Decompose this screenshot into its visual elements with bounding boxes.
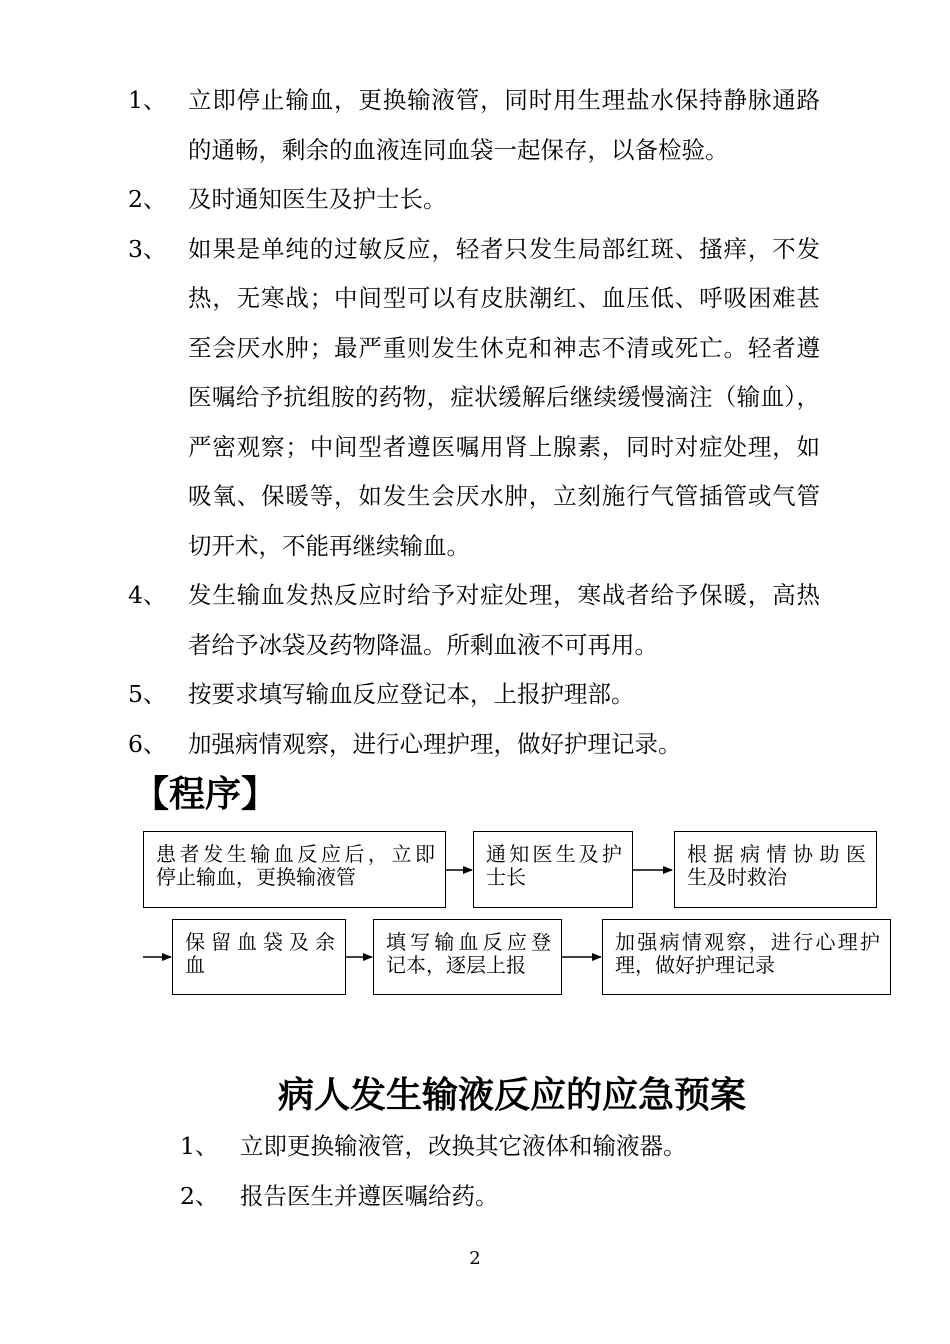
flow-step-4 xyxy=(172,919,346,995)
item-text: 加强病情观察，进行心理护理，做好护理记录。 xyxy=(188,729,682,758)
item-text: 及时通知医生及护士长。 xyxy=(188,185,447,213)
item-number: 2、 xyxy=(180,1181,219,1210)
item-text: 如果是单纯的过敏反应，轻者只发生局部红斑、搔痒，不发热，无寒战；中间型可以有皮肤潮红、血压低、呼吸困难甚至会厌水肿；最严重则发生休克和神志不清或死亡。轻者遵医嘱给予抗组胺的药物，症状缓解后继续缓慢滴注（输血），严密观察；中间型者遵医嘱用肾上腺素，同时对症处理，如吸氧、保暖等，如发生会厌水肿，立刻施行气管插管或气管切开术，不能再继续输血。 xyxy=(188,234,820,560)
list-item xyxy=(0,1122,950,1172)
flow-step-text: 士长 xyxy=(486,865,526,889)
item-number: 2、 xyxy=(128,185,167,213)
flow-step-text: 保留血袋及余 xyxy=(185,930,335,954)
section-title: 【程序】 xyxy=(133,774,278,815)
flow-step-1 xyxy=(143,831,446,908)
flow-step-text: 理，做好护理记录 xyxy=(615,953,775,977)
item-number: 1、 xyxy=(180,1132,219,1160)
flow-step-5 xyxy=(373,919,562,995)
infusion-reaction-steps xyxy=(0,1122,950,1221)
flow-step-text: 血 xyxy=(185,953,205,977)
item-number: 6、 xyxy=(128,729,167,758)
item-number: 3、 xyxy=(128,234,167,263)
item-number: 1、 xyxy=(128,86,167,114)
flow-step-text: 通知医生及护 xyxy=(486,842,622,866)
section-heading: 病人发生输液反应的应急预案 xyxy=(277,1075,746,1116)
flow-step-2 xyxy=(473,831,633,908)
item-text: 立即停止输血，更换输液管，同时用生理盐水保持静脉通路的通畅，剩余的血液连同血袋一起保存，以备检验。 xyxy=(188,86,820,164)
flow-step-3 xyxy=(674,831,877,908)
flow-step-text: 停止输血，更换输液管 xyxy=(156,865,356,889)
flow-step-text: 填写输血反应登 xyxy=(386,930,551,954)
item-text: 立即更换输液管，改换其它液体和输液器。 xyxy=(240,1132,687,1160)
item-text: 按要求填写输血反应登记本，上报护理部。 xyxy=(188,680,635,708)
flow-step-text: 记本，逐层上报 xyxy=(386,953,526,977)
flow-step-6 xyxy=(602,919,891,995)
item-number: 4、 xyxy=(128,581,167,609)
flow-step-text: 加强病情观察，进行心理护 xyxy=(615,930,880,954)
page-number: 2 xyxy=(469,1248,481,1269)
item-number: 5、 xyxy=(128,680,167,708)
flow-step-text: 患者发生输血反应后，立即 xyxy=(156,842,435,866)
item-text: 发生输血发热反应时给予对症处理，寒战者给予保暖，高热者给予冰袋及药物降温。所剩血液不可再用。 xyxy=(188,581,820,659)
flow-step-text: 根据病情协助医 xyxy=(687,842,866,866)
flow-step-text: 生及时救治 xyxy=(687,865,787,889)
list-item xyxy=(0,1172,950,1222)
item-text: 报告医生并遵医嘱给药。 xyxy=(240,1181,499,1210)
